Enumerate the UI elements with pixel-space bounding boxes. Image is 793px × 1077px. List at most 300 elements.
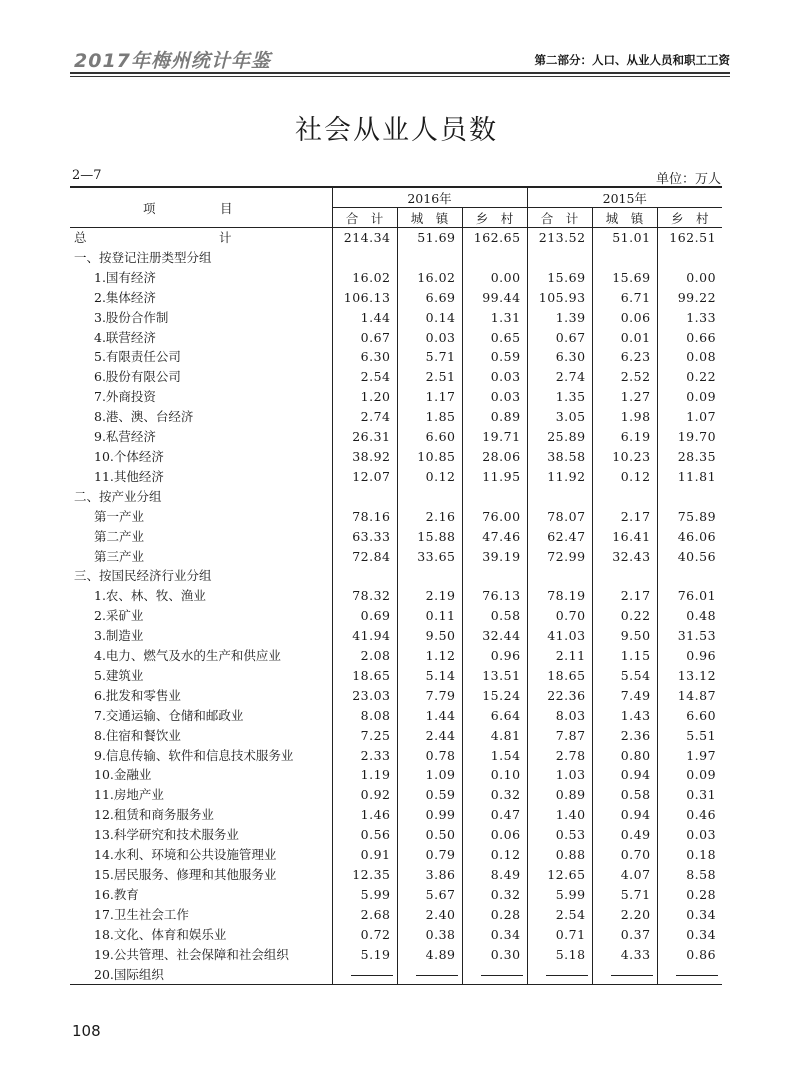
cell-value: 1.12 [397, 646, 462, 666]
row-label: 8.港、澳、台经济 [94, 409, 194, 425]
table-row [70, 467, 722, 487]
cell-value: 106.13 [332, 288, 397, 308]
running-header [70, 44, 730, 72]
row-label: 3.制造业 [94, 628, 144, 644]
row-label: 11.其他经济 [94, 468, 164, 484]
cell-value: 0.65 [462, 328, 527, 348]
cell-value: 1.17 [397, 387, 462, 407]
table-row [70, 387, 722, 407]
row-label: 15.居民服务、修理和其他服务业 [94, 867, 277, 882]
sub-header-total-2016: 合 计 [332, 208, 397, 228]
cell-value: 213.52 [527, 228, 592, 248]
sub-header-urban-2015: 城 镇 [592, 208, 657, 228]
cell-value [657, 965, 722, 985]
cell-value: 0.47 [462, 805, 527, 825]
cell-value: 76.00 [462, 507, 527, 527]
cell-value: 0.48 [657, 606, 722, 626]
cell-value: 0.34 [657, 925, 722, 945]
cell-value: 31.53 [657, 626, 722, 646]
row-label: 14.水利、环境和公共设施管理业 [94, 847, 277, 863]
cell-value: 0.70 [592, 845, 657, 865]
cell-value: 63.33 [332, 527, 397, 547]
cell-value: 14.87 [657, 686, 722, 706]
cell-value: 2.52 [592, 367, 657, 387]
cell-value: 51.01 [592, 228, 657, 248]
cell-value: 5.19 [332, 945, 397, 965]
table-row [70, 586, 722, 606]
cell-value: 0.38 [397, 925, 462, 945]
table-row [70, 228, 722, 248]
cell-value: 6.60 [397, 427, 462, 447]
table-row [70, 925, 722, 945]
sub-header-rural-2015: 乡 村 [657, 208, 722, 228]
cell-value: 0.03 [462, 387, 527, 407]
cell-value: 11.92 [527, 467, 592, 487]
cell-value: 4.07 [592, 865, 657, 885]
cell-value [397, 487, 462, 507]
table-row [70, 885, 722, 905]
year-2016-header: 2016年 [332, 187, 527, 208]
cell-value: 8.49 [462, 865, 527, 885]
cell-value: 105.93 [527, 288, 592, 308]
table-row [70, 825, 722, 845]
cell-value [592, 487, 657, 507]
cell-value: 39.19 [462, 547, 527, 567]
cell-value: 0.10 [462, 765, 527, 785]
cell-value: 0.12 [592, 467, 657, 487]
cell-value: 1.46 [332, 805, 397, 825]
cell-value: 18.65 [527, 666, 592, 686]
cell-value: 0.32 [462, 885, 527, 905]
page-title: 社会从业人员数 [295, 115, 498, 146]
cell-value: 5.54 [592, 666, 657, 686]
cell-value: 8.03 [527, 706, 592, 726]
cell-value: 0.12 [397, 467, 462, 487]
cell-value: 0.80 [592, 746, 657, 766]
cell-value: 1.35 [527, 387, 592, 407]
cell-value: 16.41 [592, 527, 657, 547]
cell-value: 1.44 [332, 308, 397, 328]
cell-value [462, 248, 527, 268]
cell-value: 76.13 [462, 586, 527, 606]
table-code: 2—7 [72, 168, 102, 183]
empty-dash [351, 975, 393, 976]
cell-value: 12.07 [332, 467, 397, 487]
cell-value: 162.51 [657, 228, 722, 248]
cell-value: 38.58 [527, 447, 592, 467]
cell-value: 0.72 [332, 925, 397, 945]
row-label: 1.农、林、牧、渔业 [94, 588, 206, 604]
row-label: 3.股份合作制 [94, 309, 169, 325]
cell-value: 5.99 [527, 885, 592, 905]
cell-value: 22.36 [527, 686, 592, 706]
row-label: 16.教育 [94, 886, 139, 902]
cell-value: 0.66 [657, 328, 722, 348]
cell-value: 0.89 [462, 407, 527, 427]
cell-value: 51.69 [397, 228, 462, 248]
table-row [70, 666, 722, 686]
cell-value: 0.46 [657, 805, 722, 825]
table-row [70, 686, 722, 706]
cell-value: 2.68 [332, 905, 397, 925]
cell-value [527, 487, 592, 507]
cell-value: 2.19 [397, 586, 462, 606]
cell-value: 1.31 [462, 308, 527, 328]
cell-value: 76.01 [657, 586, 722, 606]
cell-value: 1.40 [527, 805, 592, 825]
cell-value: 5.71 [397, 347, 462, 367]
cell-value: 32.44 [462, 626, 527, 646]
cell-value: 0.67 [332, 328, 397, 348]
cell-value: 13.51 [462, 666, 527, 686]
row-label: 8.住宿和餐饮业 [94, 727, 181, 743]
cell-value: 2.78 [527, 746, 592, 766]
cell-value: 5.67 [397, 885, 462, 905]
section-title: 第二部分：人口、从业人员和职工工资 [534, 53, 730, 67]
cell-value: 46.06 [657, 527, 722, 547]
row-label: 6.股份有限公司 [94, 369, 181, 385]
cell-value: 12.35 [332, 865, 397, 885]
cell-value: 72.84 [332, 547, 397, 567]
table-row [70, 566, 722, 586]
cell-value: 0.59 [462, 347, 527, 367]
cell-value [332, 566, 397, 586]
table-row [70, 407, 722, 427]
row-label: 2.采矿业 [94, 608, 144, 624]
cell-value: 0.96 [462, 646, 527, 666]
cell-value: 0.09 [657, 387, 722, 407]
cell-value: 214.34 [332, 228, 397, 248]
row-label: 7.交通运输、仓储和邮政业 [94, 707, 244, 723]
cell-value: 26.31 [332, 427, 397, 447]
row-label: 5.有限责任公司 [94, 349, 181, 365]
cell-value: 162.65 [462, 228, 527, 248]
table-row [70, 328, 722, 348]
cell-value: 6.71 [592, 288, 657, 308]
cell-value: 15.69 [527, 268, 592, 288]
row-label: 17.卫生社会工作 [94, 906, 189, 922]
cell-value: 0.00 [462, 268, 527, 288]
row-label: 7.外商投资 [94, 389, 156, 405]
empty-dash [546, 975, 588, 976]
table-row [70, 487, 722, 507]
cell-value: 99.22 [657, 288, 722, 308]
cell-value: 33.65 [397, 547, 462, 567]
cell-value: 0.03 [397, 328, 462, 348]
table-row [70, 288, 722, 308]
cell-value: 25.89 [527, 427, 592, 447]
cell-value [332, 965, 397, 985]
row-label: 19.公共管理、社会保障和社会组织 [94, 946, 289, 962]
table-row [70, 268, 722, 288]
cell-value: 2.74 [527, 367, 592, 387]
cell-value: 16.02 [397, 268, 462, 288]
cell-value: 0.06 [462, 825, 527, 845]
cell-value: 5.71 [592, 885, 657, 905]
cell-value: 9.50 [397, 626, 462, 646]
cell-value: 0.03 [657, 825, 722, 845]
cell-value: 4.81 [462, 726, 527, 746]
cell-value: 0.88 [527, 845, 592, 865]
header-rule [70, 72, 730, 74]
table-row [70, 765, 722, 785]
cell-value [657, 487, 722, 507]
cell-value: 2.17 [592, 507, 657, 527]
table-row [70, 746, 722, 766]
cell-value: 38.92 [332, 447, 397, 467]
cell-value: 6.64 [462, 706, 527, 726]
cell-value: 5.18 [527, 945, 592, 965]
cell-value [527, 566, 592, 586]
cell-value: 1.98 [592, 407, 657, 427]
cell-value: 1.44 [397, 706, 462, 726]
table-row [70, 427, 722, 447]
employment-table [70, 186, 722, 985]
table-row [70, 706, 722, 726]
row-label: 总 计 [74, 230, 292, 245]
cell-value: 0.86 [657, 945, 722, 965]
row-label: 5.建筑业 [94, 667, 144, 683]
cell-value: 19.70 [657, 427, 722, 447]
cell-value: 78.16 [332, 507, 397, 527]
table-row [70, 547, 722, 567]
cell-value: 6.69 [397, 288, 462, 308]
cell-value: 0.30 [462, 945, 527, 965]
table-row [70, 347, 722, 367]
row-label: 一、按登记注册类型分组 [74, 249, 212, 265]
cell-value: 2.74 [332, 407, 397, 427]
cell-value: 0.49 [592, 825, 657, 845]
cell-value: 28.06 [462, 447, 527, 467]
table-row [70, 606, 722, 626]
cell-value: 0.08 [657, 347, 722, 367]
empty-dash [611, 975, 653, 976]
cell-value: 7.79 [397, 686, 462, 706]
cell-value: 6.60 [657, 706, 722, 726]
cell-value: 0.01 [592, 328, 657, 348]
cell-value: 75.89 [657, 507, 722, 527]
sub-header-total-2015: 合 计 [527, 208, 592, 228]
cell-value: 1.07 [657, 407, 722, 427]
cell-value: 2.17 [592, 586, 657, 606]
cell-value [592, 965, 657, 985]
cell-value: 16.02 [332, 268, 397, 288]
cell-value: 0.79 [397, 845, 462, 865]
cell-value [397, 248, 462, 268]
table-unit: 单位：万人 [655, 172, 721, 187]
cell-value: 7.87 [527, 726, 592, 746]
cell-value: 6.30 [527, 347, 592, 367]
cell-value: 1.39 [527, 308, 592, 328]
cell-value: 5.14 [397, 666, 462, 686]
cell-value [527, 248, 592, 268]
row-label: 13.科学研究和技术服务业 [94, 827, 239, 843]
cell-value: 15.69 [592, 268, 657, 288]
cell-value [657, 566, 722, 586]
cell-value: 1.27 [592, 387, 657, 407]
cell-value: 2.11 [527, 646, 592, 666]
cell-value: 40.56 [657, 547, 722, 567]
table-row [70, 785, 722, 805]
cell-value: 2.16 [397, 507, 462, 527]
row-label: 2.集体经济 [94, 289, 156, 305]
table-body [70, 228, 722, 985]
cell-value: 62.47 [527, 527, 592, 547]
cell-value: 18.65 [332, 666, 397, 686]
cell-value [592, 566, 657, 586]
table-row [70, 367, 722, 387]
cell-value: 0.34 [657, 905, 722, 925]
cell-value [462, 566, 527, 586]
cell-value: 0.50 [397, 825, 462, 845]
cell-value: 5.51 [657, 726, 722, 746]
cell-value: 78.19 [527, 586, 592, 606]
cell-value: 11.95 [462, 467, 527, 487]
row-label: 1.国有经济 [94, 269, 156, 285]
cell-value: 12.65 [527, 865, 592, 885]
data-table-container [70, 186, 722, 985]
cell-value: 99.44 [462, 288, 527, 308]
cell-value: 47.46 [462, 527, 527, 547]
row-label: 10.金融业 [94, 767, 152, 783]
cell-value: 41.94 [332, 626, 397, 646]
cell-value: 0.11 [397, 606, 462, 626]
cell-value: 0.06 [592, 308, 657, 328]
cell-value: 0.58 [592, 785, 657, 805]
cell-value: 0.56 [332, 825, 397, 845]
cell-value: 72.99 [527, 547, 592, 567]
cell-value: 0.53 [527, 825, 592, 845]
table-row [70, 905, 722, 925]
row-label: 9.私营经济 [94, 429, 156, 445]
cell-value: 6.23 [592, 347, 657, 367]
cell-value: 28.35 [657, 447, 722, 467]
row-label: 12.租赁和商务服务业 [94, 807, 214, 823]
cell-value: 1.43 [592, 706, 657, 726]
cell-value: 0.32 [462, 785, 527, 805]
empty-dash [481, 975, 523, 976]
yearbook-title: 2017年梅州统计年鉴 [74, 50, 271, 72]
cell-value: 0.12 [462, 845, 527, 865]
sub-header-rural-2016: 乡 村 [462, 208, 527, 228]
cell-value: 2.54 [527, 905, 592, 925]
cell-value: 0.34 [462, 925, 527, 945]
cell-value [397, 965, 462, 985]
cell-value: 1.03 [527, 765, 592, 785]
cell-value [527, 965, 592, 985]
cell-value: 3.05 [527, 407, 592, 427]
table-row [70, 805, 722, 825]
cell-value: 19.71 [462, 427, 527, 447]
cell-value: 9.50 [592, 626, 657, 646]
cell-value: 78.32 [332, 586, 397, 606]
table-row [70, 646, 722, 666]
row-label: 第一产业 [94, 508, 145, 524]
table-row [70, 965, 722, 985]
cell-value: 0.28 [462, 905, 527, 925]
row-label: 4.联营经济 [94, 329, 156, 345]
cell-value: 23.03 [332, 686, 397, 706]
cell-value: 1.33 [657, 308, 722, 328]
header-rule-thin [70, 76, 730, 77]
cell-value: 0.89 [527, 785, 592, 805]
table-row [70, 865, 722, 885]
cell-value: 10.23 [592, 447, 657, 467]
table-row [70, 507, 722, 527]
row-label: 9.信息传输、软件和信息技术服务业 [94, 747, 294, 763]
cell-value: 41.03 [527, 626, 592, 646]
cell-value: 2.08 [332, 646, 397, 666]
cell-value [462, 965, 527, 985]
row-label: 第三产业 [94, 548, 145, 564]
row-label: 4.电力、燃气及水的生产和供应业 [94, 648, 281, 664]
cell-value: 10.85 [397, 447, 462, 467]
cell-value: 1.85 [397, 407, 462, 427]
cell-value: 1.20 [332, 387, 397, 407]
cell-value: 2.44 [397, 726, 462, 746]
cell-value: 4.33 [592, 945, 657, 965]
cell-value: 7.25 [332, 726, 397, 746]
empty-dash [676, 975, 718, 976]
cell-value: 6.19 [592, 427, 657, 447]
cell-value [397, 566, 462, 586]
cell-value: 0.78 [397, 746, 462, 766]
cell-value: 11.81 [657, 467, 722, 487]
cell-value: 0.14 [397, 308, 462, 328]
cell-value: 0.22 [592, 606, 657, 626]
cell-value: 2.20 [592, 905, 657, 925]
cell-value: 0.22 [657, 367, 722, 387]
empty-dash [416, 975, 458, 976]
cell-value: 8.58 [657, 865, 722, 885]
table-row [70, 726, 722, 746]
cell-value: 0.67 [527, 328, 592, 348]
cell-value [332, 487, 397, 507]
row-label: 6.批发和零售业 [94, 687, 181, 703]
table-row [70, 626, 722, 646]
cell-value: 2.36 [592, 726, 657, 746]
cell-value: 1.09 [397, 765, 462, 785]
table-row [70, 945, 722, 965]
cell-value: 8.08 [332, 706, 397, 726]
cell-value: 0.96 [657, 646, 722, 666]
table-row [70, 527, 722, 547]
cell-value: 1.97 [657, 746, 722, 766]
cell-value: 0.09 [657, 765, 722, 785]
cell-value: 3.86 [397, 865, 462, 885]
cell-value: 0.37 [592, 925, 657, 945]
cell-value: 15.88 [397, 527, 462, 547]
cell-value: 0.99 [397, 805, 462, 825]
table-row [70, 308, 722, 328]
cell-value: 7.49 [592, 686, 657, 706]
cell-value: 2.33 [332, 746, 397, 766]
row-label: 10.个体经济 [94, 448, 164, 464]
cell-value: 2.51 [397, 367, 462, 387]
cell-value: 1.54 [462, 746, 527, 766]
cell-value: 0.92 [332, 785, 397, 805]
cell-value: 13.12 [657, 666, 722, 686]
cell-value: 6.30 [332, 347, 397, 367]
cell-value: 0.70 [527, 606, 592, 626]
cell-value: 0.71 [527, 925, 592, 945]
cell-value: 0.31 [657, 785, 722, 805]
row-label: 三、按国民经济行业分组 [74, 568, 212, 584]
row-label: 11.房地产业 [94, 787, 164, 803]
cell-value: 32.43 [592, 547, 657, 567]
page-number: 108 [72, 1022, 101, 1040]
table-row [70, 248, 722, 268]
